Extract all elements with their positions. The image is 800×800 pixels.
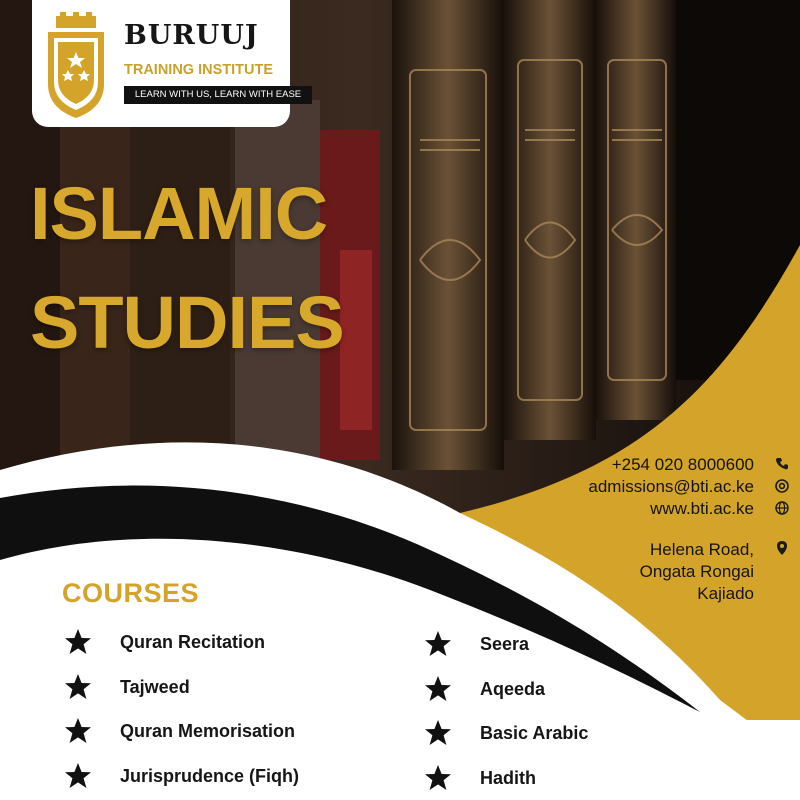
- contact-address-line1: Helena Road,: [650, 540, 754, 559]
- course-label: Hadith: [480, 768, 536, 788]
- star-icon: [424, 719, 452, 747]
- at-icon: [774, 478, 790, 494]
- course-label: Tajweed: [120, 677, 190, 697]
- logo-card: [32, 0, 302, 127]
- contact-address-line2: Ongata Rongai: [639, 562, 754, 581]
- star-icon: [64, 717, 92, 745]
- contact-phone[interactable]: +254 020 8000600: [611, 455, 754, 474]
- course-label: Quran Recitation: [120, 632, 266, 652]
- contact-website[interactable]: www.bti.ac.ke: [650, 499, 754, 518]
- star-icon: [64, 762, 92, 790]
- star-icon: [424, 764, 452, 792]
- course-label: Jurisprudence (Fiqh): [120, 766, 300, 786]
- star-icon: [424, 630, 452, 658]
- headline-line1: ISLAMIC: [30, 172, 328, 255]
- brand-tagline: LEARN WITH US, LEARN WITH EASE: [124, 86, 312, 104]
- shield-logo-icon: [44, 12, 108, 120]
- brand-subtitle: TRAINING INSTITUTE: [124, 62, 274, 78]
- star-icon: [64, 673, 92, 701]
- contact-email[interactable]: admissions@bti.ac.ke: [588, 477, 754, 496]
- star-icon: [424, 675, 452, 703]
- course-label: Quran Memorisation: [120, 721, 296, 741]
- star-icon: [64, 628, 92, 656]
- phone-icon: [774, 456, 790, 472]
- headline-line2: STUDIES: [30, 281, 344, 364]
- globe-icon: [774, 500, 790, 516]
- contact-address-line3: Kajiado: [697, 584, 754, 603]
- brand-name: BURUUJ: [124, 20, 259, 51]
- location-pin-icon: [774, 540, 790, 556]
- course-label: Aqeeda: [480, 679, 546, 699]
- courses-title: COURSES: [62, 578, 200, 608]
- course-label: Basic Arabic: [480, 723, 589, 743]
- course-label: Seera: [480, 634, 530, 654]
